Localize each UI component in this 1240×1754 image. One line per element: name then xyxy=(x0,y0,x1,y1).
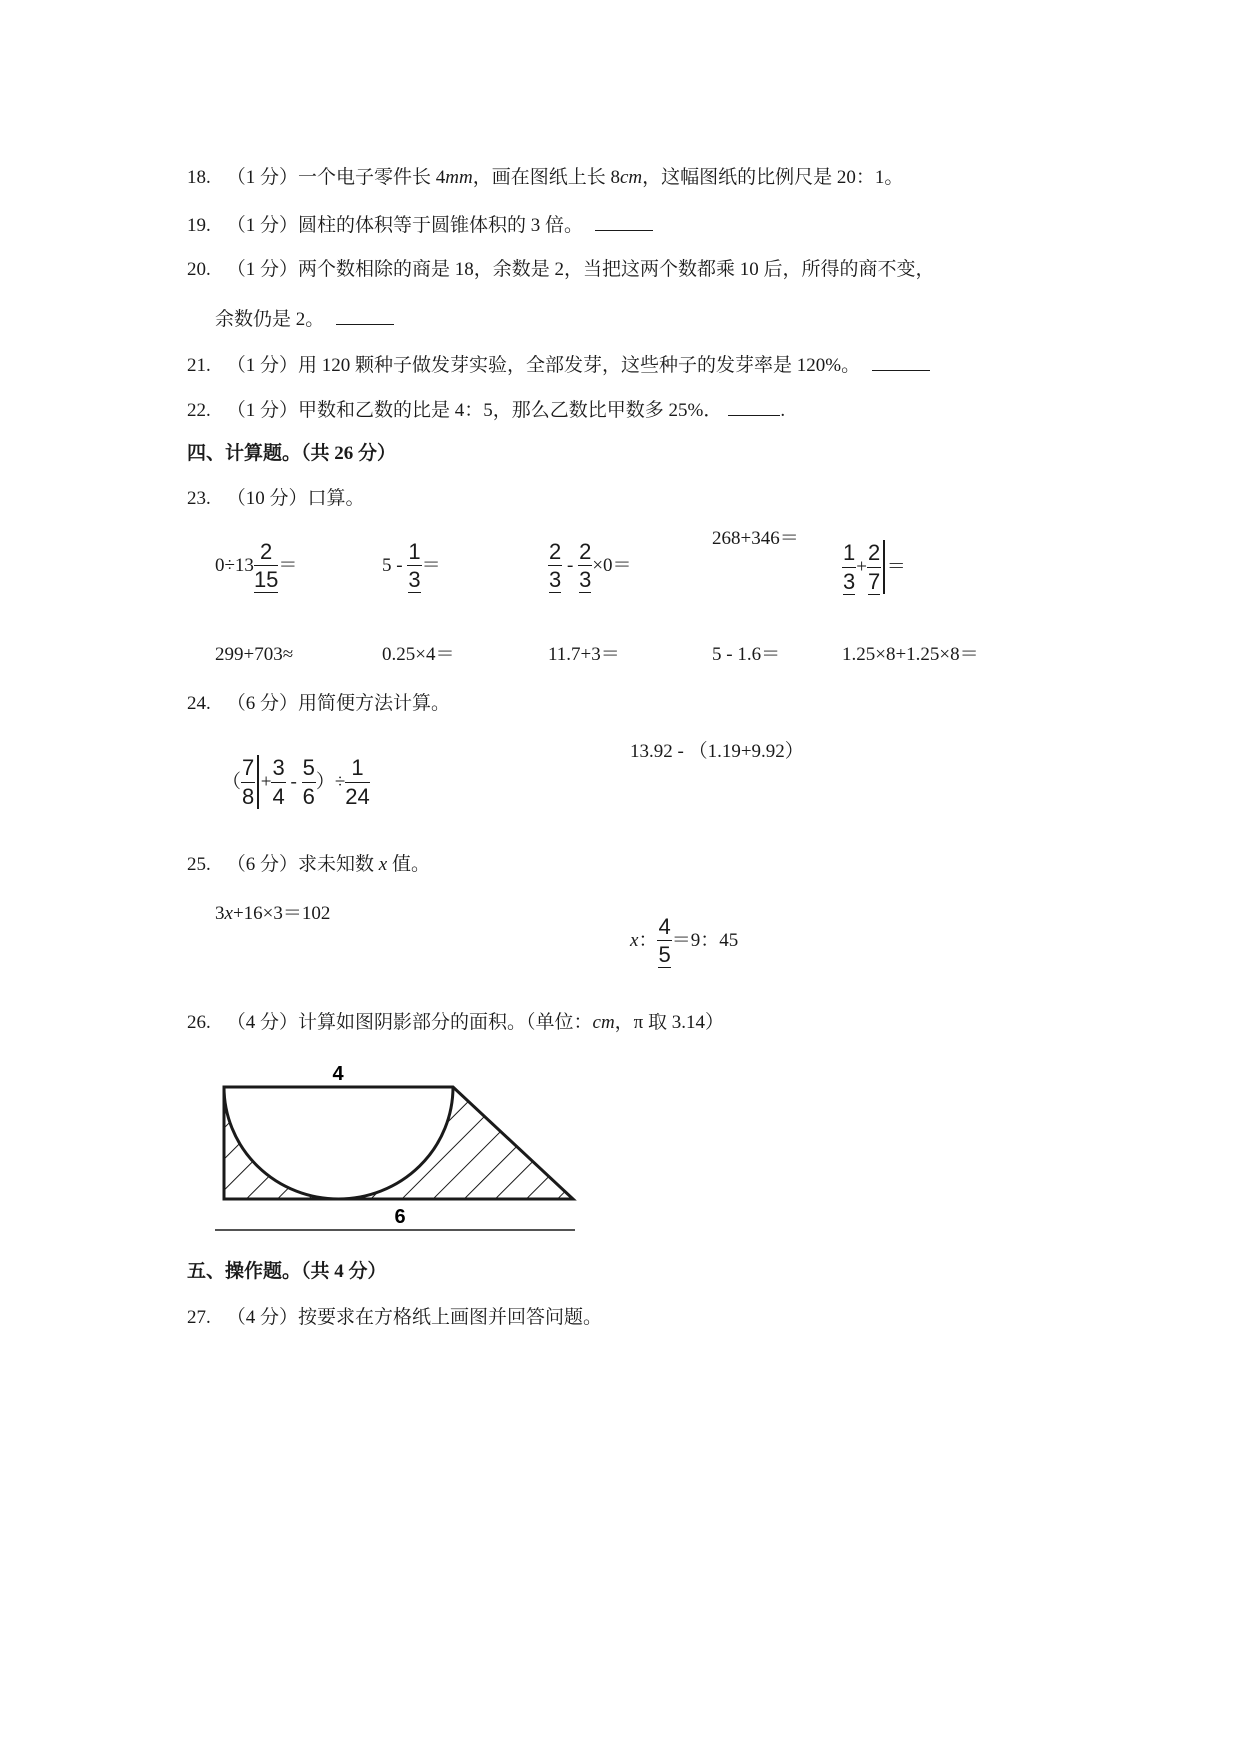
fraction: $\frac{1}{24}$ xyxy=(345,755,370,809)
shaded-area-figure xyxy=(210,1048,580,1238)
fraction: $\frac{2}{7}$ xyxy=(867,540,881,594)
simplify-expression-2: 13.92 - （1.19+9.92） xyxy=(630,741,804,762)
calc-10: 1.25×8+1.25×8＝ xyxy=(842,644,979,665)
calc-2: 5 - $\frac{1}{3}$ ＝ xyxy=(382,539,441,593)
fraction: $\frac{2}{3}$ xyxy=(579,539,592,593)
answer-blank[interactable] xyxy=(872,354,930,371)
calc-6: 299+703≈ xyxy=(215,644,294,665)
question-25: 25. （6 分）求未知数 x 值。 xyxy=(187,854,430,875)
question-18: 18. （1 分）一个电子零件长 4mm，画在图纸上长 8cm，这幅图纸的比例尺是 20：1。 xyxy=(187,167,904,188)
fraction: $\frac{3}{4}$ xyxy=(272,755,285,809)
calc-1: 0÷13 $\frac{2}{15}$ ＝ xyxy=(215,539,298,593)
question-22: 22. （1 分）甲数和乙数的比是 4：5，那么乙数比甲数多 25%． . xyxy=(187,400,786,421)
fraction: $\frac{2}{15}$ xyxy=(253,539,279,593)
fraction: $\frac{5}{6}$ xyxy=(302,755,315,809)
calc-8: 11.7+3＝ xyxy=(548,644,620,665)
question-27: 27. （4 分）按要求在方格纸上画图并回答问题。 xyxy=(187,1307,603,1328)
answer-blank[interactable] xyxy=(336,308,394,325)
section-5-title: 五、操作题。（共 4 分） xyxy=(187,1261,387,1282)
section-4-title: 四、计算题。（共 26 分） xyxy=(187,443,397,464)
question-24: 24. （6 分）用简便方法计算。 xyxy=(187,693,451,714)
question-20: 20. （1 分）两个数相除的商是 18，余数是 2，当把这两个数都乘 10 后，所得的商不变， xyxy=(187,259,935,280)
equation-1: 3x+16×3＝102 xyxy=(215,903,331,924)
vertical-bar xyxy=(883,540,885,594)
top-length-label: 4 xyxy=(332,1063,344,1085)
calc-5: $\frac{1}{3}$ + $\frac{2}{7}$ ＝ xyxy=(843,540,906,594)
calc-7: 0.25×4＝ xyxy=(382,644,455,665)
fraction: $\frac{1}{3}$ xyxy=(408,539,421,593)
vertical-bar xyxy=(257,755,259,809)
question-26: 26. （4 分）计算如图阴影部分的面积。（单位：cm，π 取 3.14） xyxy=(187,1012,725,1033)
equation-2: x： $\frac{4}{5}$ ＝9：45 xyxy=(630,914,739,968)
fraction: $\frac{4}{5}$ xyxy=(658,914,671,968)
calc-9: 5 - 1.6＝ xyxy=(712,644,781,665)
question-19: 19. （1 分）圆柱的体积等于圆锥体积的 3 倍。 xyxy=(187,214,653,235)
calc-4: 268+346＝ xyxy=(712,528,799,549)
question-23: 23. （10 分）口算。 xyxy=(187,488,365,509)
answer-blank[interactable] xyxy=(595,214,653,231)
answer-blank[interactable] xyxy=(728,399,780,416)
question-21: 21. （1 分）用 120 颗种子做发芽实验，全部发芽，这些种子的发芽率是 120%。 xyxy=(187,354,930,375)
question-20-continued: 余数仍是 2。 xyxy=(215,308,394,329)
bottom-length-label: 6 xyxy=(394,1206,406,1228)
fraction: $\frac{1}{3}$ xyxy=(843,540,856,594)
calc-3: $\frac{2}{3}$ - $\frac{2}{3}$ ×0＝ xyxy=(549,539,632,593)
fraction: $\frac{2}{3}$ xyxy=(549,539,562,593)
simplify-expression-1: （ $\frac{7}{8}$ + $\frac{3}{4}$ - $\frac{5}{6}$ ）÷ $\frac{1}{24}$ xyxy=(222,755,370,809)
fraction: $\frac{7}{8}$ xyxy=(242,755,255,809)
